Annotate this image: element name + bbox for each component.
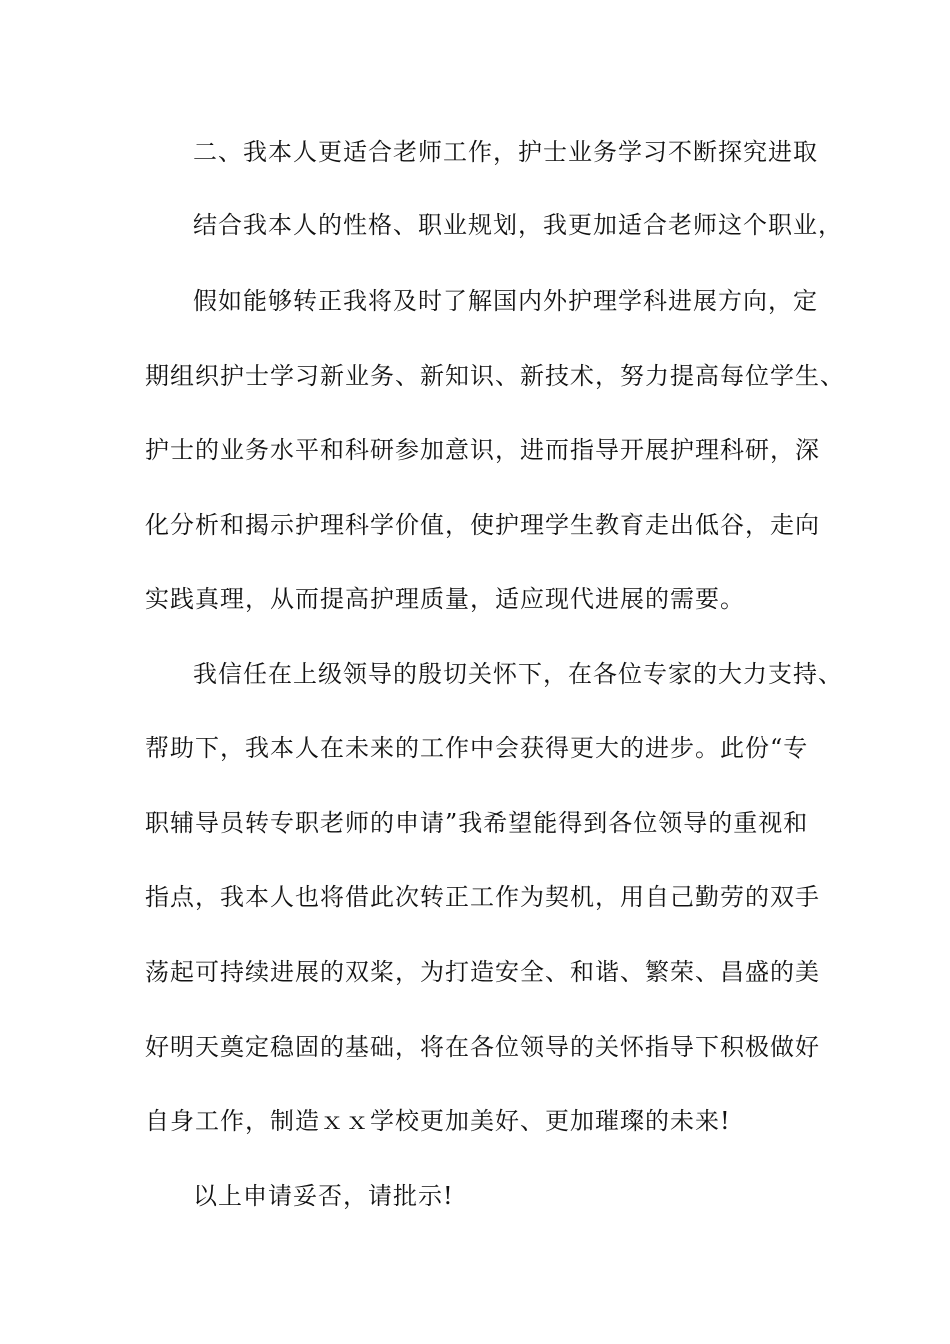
paragraph-line: 自身工作，制造ｘｘ学校更加美好、更加璀璨的未来! <box>145 1107 731 1135</box>
paragraph-line: 化分析和揭示护理科学价值，使护理学生教育走出低谷，走向 <box>145 511 820 539</box>
closing-line: 以上申请妥否，请批示! <box>193 1182 454 1210</box>
paragraph-line: 帮助下，我本人在未来的工作中会获得更大的进步。此份“专 <box>145 734 809 762</box>
paragraph-line: 我信任在上级领导的殷切关怀下，在各位专家的大力支持、 <box>193 660 843 688</box>
paragraph-line: 结合我本人的性格、职业规划，我更加适合老师这个职业， <box>193 211 843 239</box>
paragraph-line: 假如能够转正我将及时了解国内外护理学科进展方向，定 <box>193 287 818 315</box>
paragraph-line: 实践真理，从而提高护理质量，适应现代进展的需要。 <box>145 585 745 613</box>
paragraph-line: 荡起可持续进展的双桨，为打造安全、和谐、繁荣、昌盛的美 <box>145 958 820 986</box>
paragraph-line: 指点，我本人也将借此次转正工作为契机，用自己勤劳的双手 <box>145 883 820 911</box>
paragraph-line: 期组织护士学习新业务、新知识、新技术，努力提高每位学生、 <box>145 362 845 390</box>
section-heading: 二、我本人更适合老师工作，护士业务学习不断探究进取 <box>193 138 818 166</box>
paragraph-line: 好明天奠定稳固的基础，将在各位领导的关怀指导下积极做好 <box>145 1033 820 1061</box>
paragraph-line: 职辅导员转专职老师的申请”我希望能得到各位领导的重视和 <box>145 809 809 837</box>
paragraph-line: 护士的业务水平和科研参加意识，进而指导开展护理科研，深 <box>145 436 820 464</box>
